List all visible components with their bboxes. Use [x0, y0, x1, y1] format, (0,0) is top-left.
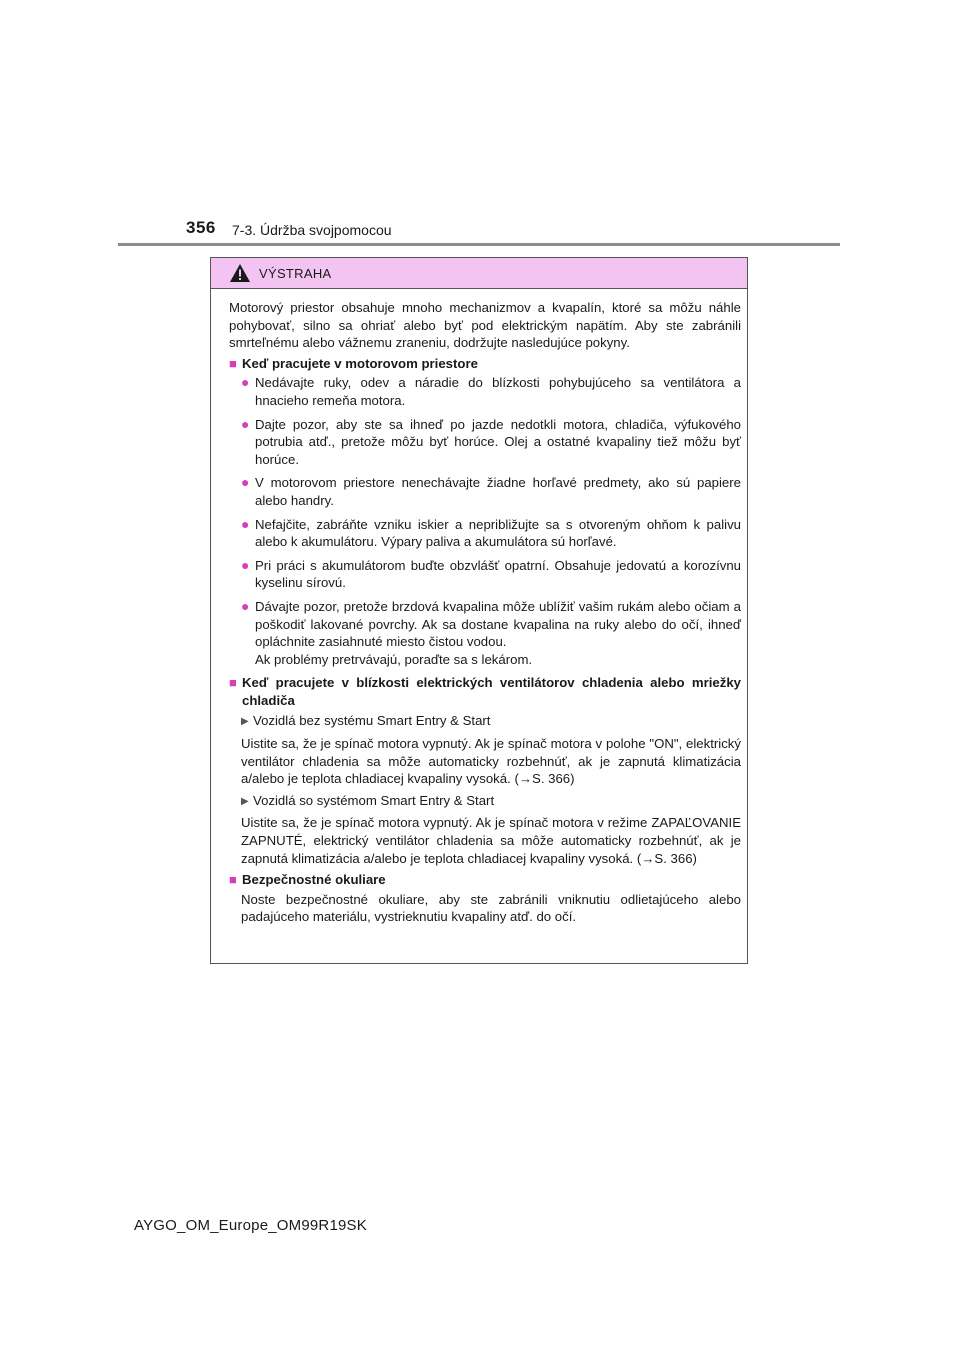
- list-item-text: Pri práci s akumulátorom buďte obzvlášť opatrní. Obsahuje jedovatú a korozívnu kyselinu sírovú.: [255, 557, 741, 591]
- square-bullet-icon: ■: [229, 355, 237, 371]
- section-text: Noste bezpečnostné okuliare, aby ste zabránili vniknutiu odlietajúceho alebo padajúceho materiálu, vystrieknutiu kvapaliny atď. do očí.: [241, 891, 741, 925]
- warning-title: VÝSTRAHA: [259, 265, 332, 281]
- section-title: 7-3. Údržba svojpomocou: [232, 222, 392, 238]
- sub-item: [241, 712, 741, 731]
- sub-item-text: Uistite sa, že je spínač motora vypnutý. Ak je spínač motora v polohe "ON", elektrický ventilátor chladenia sa môže automaticky rozbehnúť, ak je zapnutá klimatizácia a/alebo je teplota chladiacej kvapaliny vysoká. (→S. 366): [241, 736, 741, 787]
- list-item-text: Dajte pozor, aby ste sa ihneď po jazde nedotkli motora, chladiča, výfukového potrubia atď., pretože môžu byť horúce. Olej a ostatné kvapaliny tiež môžu byť horúce.: [255, 416, 741, 467]
- round-bullet-icon: ●: [241, 474, 250, 491]
- list-item-line: Dávajte pozor, pretože brzdová kvapalina môže ublížiť vašim rukám alebo očiam a poškodiť lakované povrchy. Ak sa dostane kvapalina na ruky alebo do očí, ihneď opláchnite zasiahnuté miesto čistou vodou.: [255, 598, 741, 650]
- section-heading-text: Bezpečnostné okuliare: [242, 872, 386, 888]
- section-heading: [229, 871, 741, 889]
- header-rule: [118, 243, 840, 246]
- section-heading-text: Keď pracujete v blízkosti elektrických ventilátorov chladenia alebo mriežky chladiča: [242, 675, 741, 708]
- warning-triangle-icon: [229, 263, 251, 283]
- sub-item-label: Vozidlá bez systému Smart Entry & Start: [253, 713, 491, 729]
- sub-item-label: Vozidlá so systémom Smart Entry & Start: [253, 792, 495, 808]
- square-bullet-icon: ■: [229, 872, 237, 888]
- list-item-text: V motorovom priestore nenechávajte žiadne horľavé predmety, ako sú papiere alebo handry.: [255, 475, 741, 508]
- list-item-line: Ak problémy pretrvávajú, poraďte sa s lekárom.: [255, 651, 533, 667]
- warning-header: [211, 258, 747, 289]
- round-bullet-icon: ●: [241, 374, 250, 391]
- list-item-text: [255, 598, 741, 668]
- section-heading: [229, 674, 741, 709]
- list-item: [241, 374, 741, 409]
- sub-item-text: Uistite sa, že je spínač motora vypnutý. Ak je spínač motora v režime ZAPAĽOVANIE ZAPNUTÉ, elektrický ventilátor chladenia sa môže automaticky rozbehnúť, ak je zapnutá klimatizácia a/alebo je teplota chladiacej kvapaliny vysoká. (→S. 366): [241, 815, 741, 866]
- round-bullet-icon: ●: [241, 415, 250, 432]
- square-bullet-icon: ■: [229, 675, 237, 691]
- section-heading-text: Keď pracujete v motorovom priestore: [242, 355, 478, 371]
- document-code: AYGO_OM_Europe_OM99R19SK: [134, 1217, 367, 1234]
- sub-item: [241, 792, 741, 811]
- warning-intro: Motorový priestor obsahuje mnoho mechanizmov a kvapalín, ktoré sa môžu náhle pohybovať, silno sa ohriať alebo byť pod elektrickým napätím. Aby ste zabránili smrteľnému alebo vážnemu zraneniu, dodržujte nasledujúce pokyny.: [229, 300, 741, 351]
- list-item-text: Nefajčite, zabráňte vzniku iskier a nepribližujte sa s otvoreným ohňom k palivu alebo k akumulátoru. Výpary paliva a akumulátora sú horľavé.: [255, 516, 741, 550]
- section-heading: [229, 355, 741, 373]
- warning-body: [211, 289, 747, 926]
- triangle-right-icon: ▶: [241, 716, 249, 728]
- round-bullet-icon: ●: [241, 597, 250, 614]
- warning-box: [210, 257, 748, 964]
- round-bullet-icon: ●: [241, 515, 250, 532]
- list-item: [241, 516, 741, 551]
- list-item: [241, 416, 741, 469]
- round-bullet-icon: ●: [241, 556, 250, 573]
- page-number: 356: [186, 218, 216, 237]
- list-item: [241, 557, 741, 592]
- list-item-text: Nedávajte ruky, odev a náradie do blízkosti pohybujúceho sa ventilátora a hnacieho remeňa motora.: [255, 375, 741, 408]
- list-item: [241, 474, 741, 509]
- triangle-right-icon: ▶: [241, 795, 249, 807]
- list-item: [241, 598, 741, 668]
